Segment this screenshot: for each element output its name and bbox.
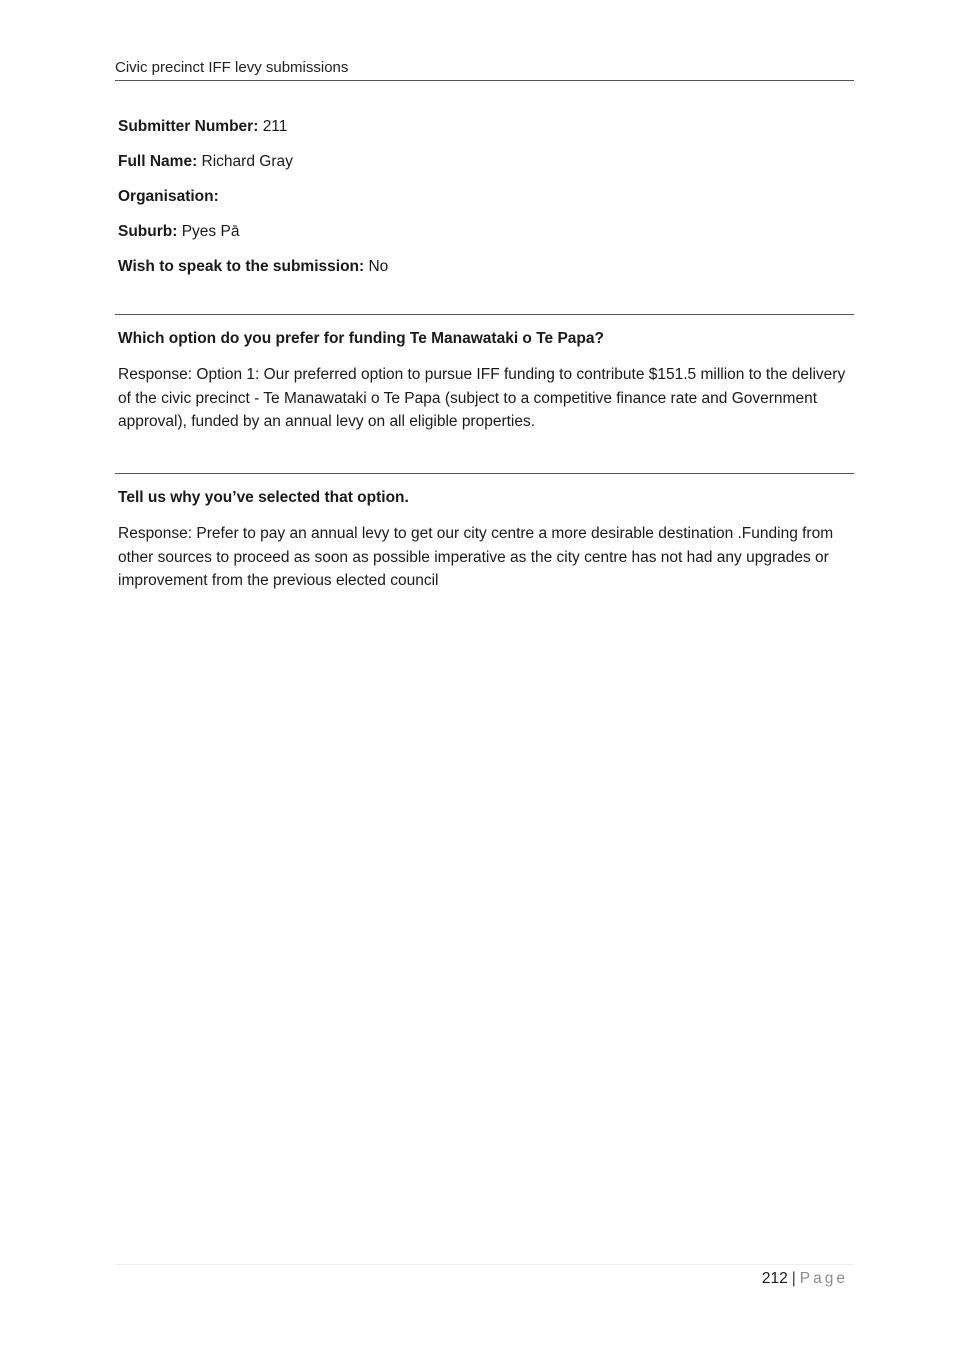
wish-to-speak-label: Wish to speak to the submission:: [118, 258, 365, 275]
footer-separator: |: [791, 1270, 796, 1287]
page-footer: [115, 1264, 854, 1295]
submitter-number-label: Submitter Number:: [118, 118, 259, 135]
organisation-label: Organisation:: [118, 188, 219, 205]
page-header: [115, 58, 854, 81]
question-section-funding-option: [115, 314, 854, 434]
wish-to-speak-value: No: [368, 258, 389, 275]
suburb-label: Suburb:: [118, 223, 178, 240]
full-name-row: [118, 151, 854, 173]
submitter-number-row: [118, 116, 854, 138]
wish-to-speak-row: [118, 256, 854, 278]
page-number: 212: [761, 1270, 788, 1287]
response-text: Response: Option 1: Our preferred option to pursue IFF funding to contribute $151.5 million to the delivery of the civic precinct - Te Manawataki o Te Papa (subject to a competitive finance rate and Government approval), funded by an annual levy on all eligible properties.: [118, 366, 846, 430]
full-name-value: Richard Gray: [201, 153, 293, 170]
submitter-number-value: 211: [262, 118, 288, 135]
response-text: Response: Prefer to pay an annual levy to get our city centre a more desirable destination .Funding from other sources to proceed as soon as possible imperative as the city centre has not had any upgrades or improvement from the previous elected council: [118, 525, 834, 589]
page-word: Page: [799, 1270, 848, 1287]
page-number-footer: [762, 1269, 848, 1289]
full-name-label: Full Name:: [118, 153, 198, 170]
suburb-row: [118, 221, 854, 243]
question-section-reason: [115, 473, 854, 593]
organisation-row: [118, 186, 854, 208]
question-heading: Which option do you prefer for funding Te Manawataki o Te Papa?: [118, 330, 604, 347]
question-heading: Tell us why you’ve selected that option.: [118, 489, 409, 506]
suburb-value: Pyes Pā: [181, 223, 240, 240]
document-title: Civic precinct IFF levy submissions: [115, 59, 349, 76]
submitter-details: [118, 116, 854, 291]
